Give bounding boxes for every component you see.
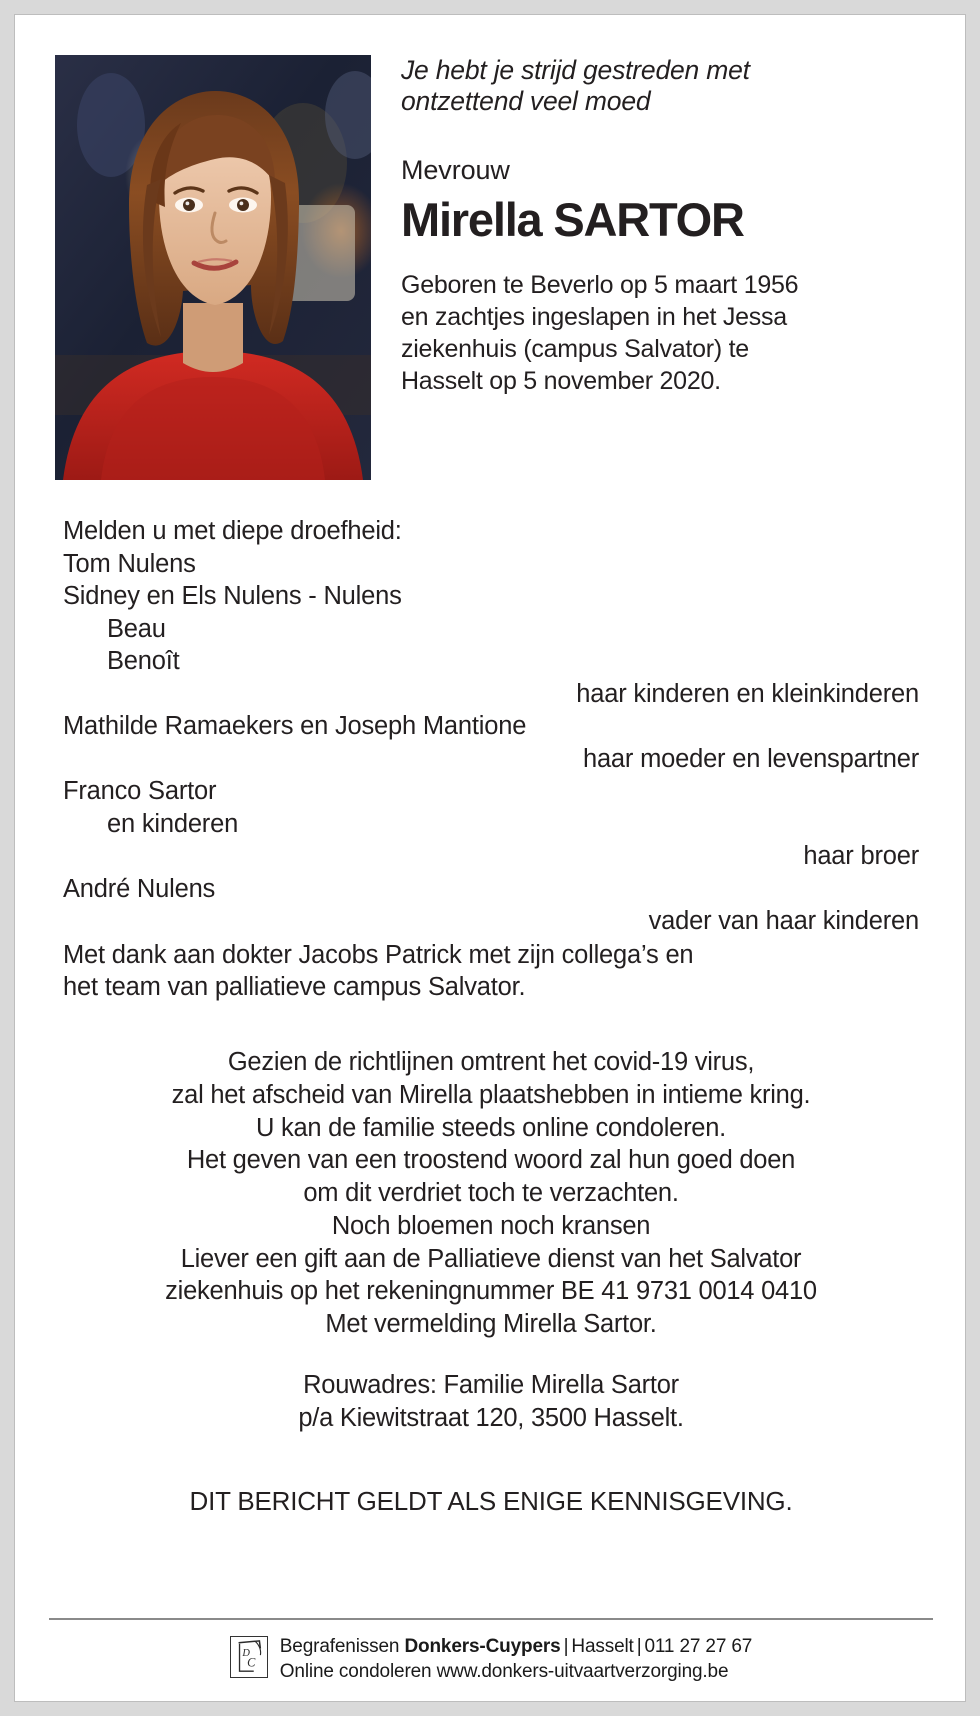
memorial-quote: Je hebt je strijd gestreden met ontzettend veel moed <box>401 55 750 117</box>
mourners-section <box>63 515 919 1004</box>
mourner-line: Beau <box>107 614 166 643</box>
footer-divider <box>49 1618 933 1620</box>
svg-text:D: D <box>242 1648 250 1660</box>
footer-city: Hasselt <box>571 1636 634 1657</box>
address-line: Rouwadres: Familie Mirella Sartor <box>303 1370 679 1399</box>
relationship-label: haar broer <box>803 842 919 870</box>
notice-line: Gezien de richtlijnen omtrent het covid-19 virus, <box>227 1048 755 1076</box>
mourner-line: Mathilde Ramaekers en Joseph Mantione <box>63 712 527 740</box>
heading-block <box>371 55 927 397</box>
mourner-line: Tom Nulens <box>63 549 196 578</box>
relationship-label: haar moeder en levenspartner <box>582 744 919 773</box>
company-name: Donkers-Cuypers <box>404 1636 561 1657</box>
notice-line: Liever een gift aan de Palliatieve dienst van het Salvator <box>180 1244 802 1273</box>
notice-section <box>63 1046 919 1434</box>
mourning-address <box>63 1369 919 1435</box>
header-section <box>55 55 927 480</box>
relationship-label: haar kinderen en kleinkinderen <box>576 679 919 708</box>
notice-line: Noch bloemen noch kransen <box>331 1211 651 1240</box>
notice-line: Met vermelding Mirella Sartor. <box>325 1310 657 1339</box>
covid-notice <box>63 1046 919 1341</box>
notice-line: U kan de familie steeds online condoleren. <box>255 1113 727 1142</box>
relationship-label: vader van haar kinderen <box>648 907 919 935</box>
portrait-photo <box>55 55 371 480</box>
footer-section <box>15 1634 966 1684</box>
salutation: Mevrouw <box>401 154 510 185</box>
mourner-line: en kinderen <box>107 809 239 838</box>
thanks-line: Met dank aan dokter Jacobs Patrick met zijn collega’s en <box>63 940 694 969</box>
mourner-line: André Nulens <box>63 874 216 903</box>
notice-line: om dit verdriet toch te verzachten. <box>303 1179 679 1208</box>
footer-contact <box>268 1634 752 1684</box>
funeral-home-crest-icon <box>230 1636 268 1678</box>
memorial-card <box>14 14 966 1702</box>
svg-text:C: C <box>246 1655 256 1670</box>
mourner-line: Benoît <box>107 647 180 675</box>
deceased-name: Mirella SARTOR <box>401 193 744 247</box>
mourner-line: Franco Sartor <box>63 777 217 805</box>
footer-separator: | <box>563 1636 569 1657</box>
notice-line: zal het afscheid van Mirella plaatshebben in intieme kring. <box>171 1080 811 1109</box>
mourners-intro: Melden u met diepe droefheid: <box>63 517 402 545</box>
notice-line: Het geven van een troostend woord zal hun goed doen <box>186 1146 796 1175</box>
address-line: p/a Kiewitstraat 120, 3500 Hasselt. <box>298 1403 684 1432</box>
thanks-line: het team van palliatieve campus Salvator. <box>63 973 526 1001</box>
donation-account-line: ziekenhuis op het rekeningnummer BE 41 9731 0014 0410 <box>165 1277 817 1306</box>
footer-website: Online condoleren www.donkers-uitvaartverzorging.be <box>279 1661 729 1683</box>
closing-statement: DIT BERICHT GELDT ALS ENIGE KENNISGEVING. <box>189 1486 793 1516</box>
mourner-line: Sidney en Els Nulens - Nulens <box>63 582 402 610</box>
footer-phone: 011 27 27 67 <box>644 1636 753 1657</box>
footer-separator: | <box>636 1636 642 1657</box>
birth-death-details: Geboren te Beverlo op 5 maart 1956 en zachtjes ingeslapen in het Jessa ziekenhuis (campus Salvator) te Hasselt op 5 november 2020. <box>401 270 799 395</box>
footer-prefix: Begrafenissen <box>279 1636 405 1657</box>
